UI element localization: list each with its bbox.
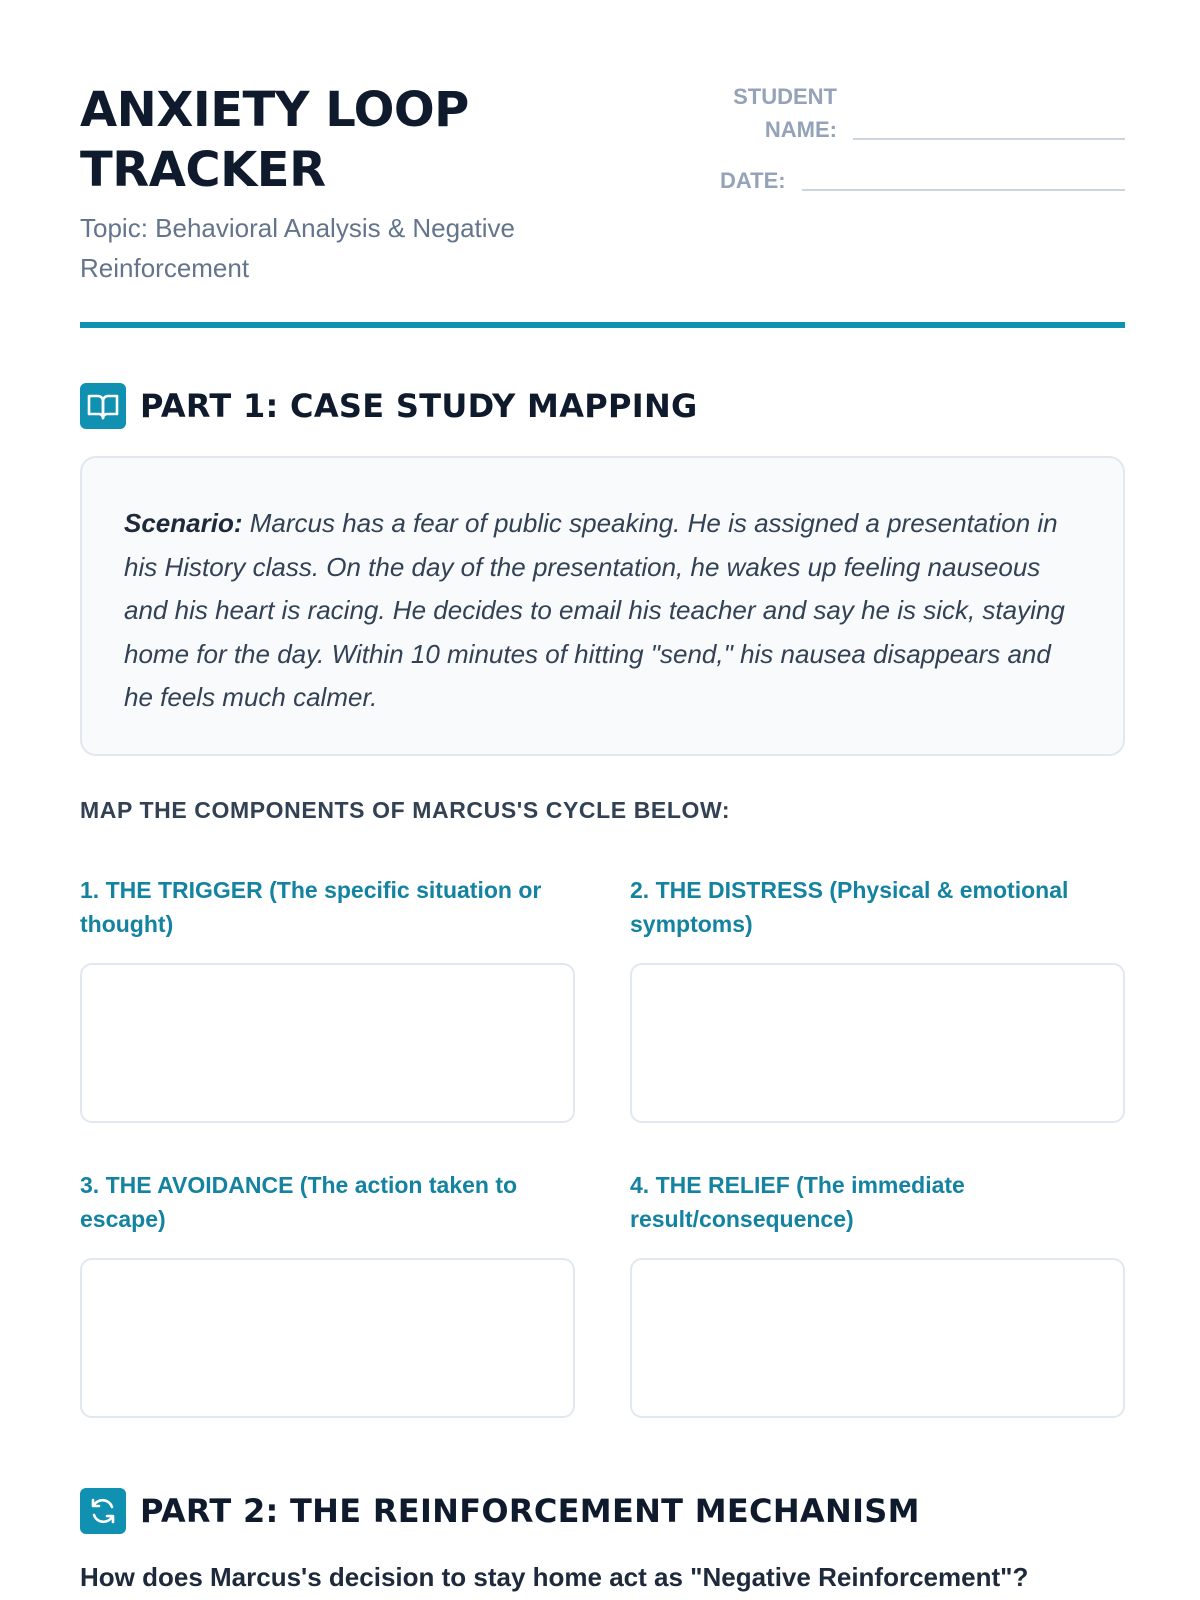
student-info <box>720 80 1125 215</box>
scenario-card <box>80 456 1125 756</box>
topic-subtitle: Topic: Behavioral Analysis & Negative Reinforcement <box>80 213 516 283</box>
student-name-label <box>720 80 837 146</box>
student-label-line-2: NAME: <box>764 117 837 142</box>
trigger-label: 1. THE TRIGGER (The specific situation or thought) <box>80 877 542 937</box>
mapping-instruction: MAP THE COMPONENTS OF MARCUS'S CYCLE BELOW: <box>80 797 731 823</box>
trigger-answer-box[interactable] <box>80 963 575 1123</box>
worksheet-title <box>80 80 640 200</box>
distress-answer-box[interactable] <box>630 963 1125 1123</box>
title-line-2: TRACKER <box>80 142 326 198</box>
title-block <box>80 80 640 288</box>
distress-field <box>630 873 1125 1123</box>
student-name-row <box>720 80 1125 146</box>
part2-title: PART 2: THE REINFORCEMENT MECHANISM <box>140 1492 920 1530</box>
date-row <box>720 164 1125 197</box>
avoidance-answer-box[interactable] <box>80 1258 575 1418</box>
refresh-cycle-icon <box>80 1488 126 1534</box>
avoidance-label: 3. THE AVOIDANCE (The action taken to escape) <box>80 1172 518 1232</box>
worksheet-header <box>80 80 1125 330</box>
date-label: DATE: <box>720 168 786 193</box>
title-line-1: ANXIETY LOOP <box>80 82 469 138</box>
book-open-icon <box>80 383 126 429</box>
student-name-field[interactable] <box>853 138 1125 140</box>
avoidance-field <box>80 1168 575 1418</box>
scenario-lead: Scenario: <box>124 508 243 538</box>
part2-heading <box>80 1488 920 1534</box>
worksheet-page <box>80 0 1125 1600</box>
part1-title: PART 1: CASE STUDY MAPPING <box>140 387 698 425</box>
date-field[interactable] <box>802 189 1125 191</box>
relief-label: 4. THE RELIEF (The immediate result/consequence) <box>630 1172 965 1232</box>
trigger-field <box>80 873 575 1123</box>
relief-field <box>630 1168 1125 1418</box>
part1-heading <box>80 383 698 429</box>
scenario-text: Marcus has a fear of public speaking. He is assigned a presentation in his History class. On the day of the presentation, he wakes up feeling nauseous and his heart is racing. He decides to email his teacher and say he is sick, staying home for the day. Within 10 minutes of hitting "send," his nausea disappears and he feels much calmer. <box>124 508 1065 712</box>
header-divider <box>80 322 1125 328</box>
part2-question: How does Marcus's decision to stay home act as "Negative Reinforcement"? <box>80 1562 1029 1592</box>
scenario-paragraph <box>124 502 1083 720</box>
distress-label: 2. THE DISTRESS (Physical & emotional symptoms) <box>630 877 1069 937</box>
relief-answer-box[interactable] <box>630 1258 1125 1418</box>
student-label-line-1: STUDENT <box>733 84 837 109</box>
